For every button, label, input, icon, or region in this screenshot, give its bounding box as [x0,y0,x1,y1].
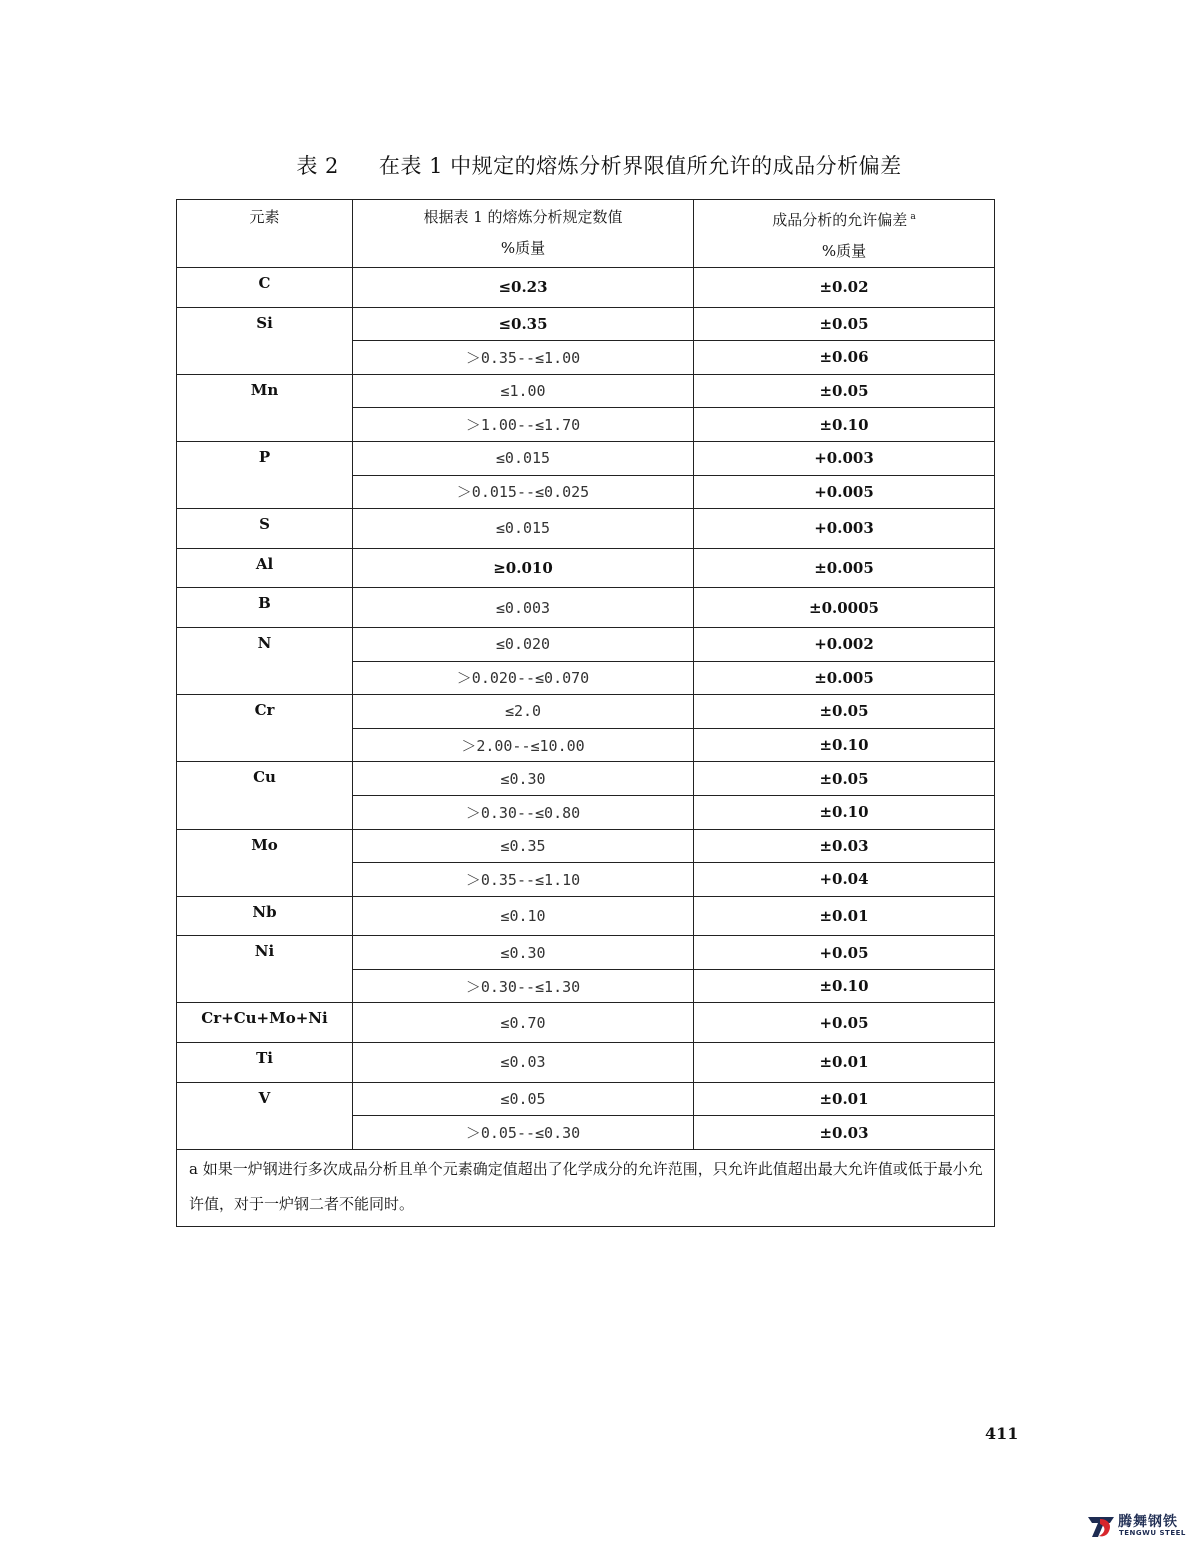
limit-cell: ＞0.30--≤0.80 [353,795,694,829]
page-number: 411 [985,1424,1019,1443]
table-row [177,829,995,863]
footnote: a 如果一炉钢进行多次成品分析且单个元素确定值超出了化学成分的允许范围，只允许此值超出最大允许值或低于最小允许值，对于一炉钢二者不能同时。 [177,1149,995,1226]
limit-cell: ＞0.35--≤1.00 [353,341,694,375]
limit-cell: ≤0.015 [353,509,694,549]
header-element: 元素 [177,200,353,268]
header-spec-value: 根据表 1 的熔炼分析规定数值 %质量 [353,200,694,268]
limit-cell: ＞2.00--≤10.00 [353,728,694,762]
table-row [177,1043,995,1083]
footnote-marker: a [910,212,916,222]
limit-cell: ＞1.00--≤1.70 [353,408,694,442]
element-cell: Cr [177,695,353,762]
limit-cell: ≤0.30 [353,762,694,796]
table-row [177,548,995,588]
deviation-cell: +0.003 [694,509,995,549]
deviation-cell: +0.005 [694,475,995,509]
element-cell: Cr+Cu+Mo+Ni [177,1003,353,1043]
deviation-cell: +0.04 [694,863,995,897]
table-row [177,1003,995,1043]
header-permitted-deviation: 成品分析的允许偏差 $^a$ %质量 [694,200,995,268]
deviation-cell: ±0.05 [694,695,995,729]
element-cell: Ni [177,936,353,1003]
header-row [177,200,995,268]
limit-cell: ≤0.10 [353,896,694,936]
limit-cell: ≤0.70 [353,1003,694,1043]
element-cell: Al [177,548,353,588]
element-cell: Cu [177,762,353,829]
element-cell: N [177,627,353,694]
element-cell: Mn [177,374,353,441]
table-row [177,588,995,628]
limit-cell: ≤1.00 [353,374,694,408]
deviation-cell: ±0.01 [694,896,995,936]
limit-cell: ＞0.30--≤1.30 [353,969,694,1003]
limit-cell: ＞0.020--≤0.070 [353,661,694,695]
deviation-cell: ±0.10 [694,408,995,442]
logo-name-en: TENGWU STEEL [1119,1529,1186,1537]
table-row [177,627,995,661]
footnote-row [177,1149,995,1226]
deviation-cell: ±0.01 [694,1043,995,1083]
limit-cell: ≤0.003 [353,588,694,628]
element-cell: S [177,509,353,549]
limit-cell: ＞0.015--≤0.025 [353,475,694,509]
table-number: 表 2 [296,154,339,178]
element-cell: B [177,588,353,628]
deviation-cell: ±0.005 [694,548,995,588]
element-cell: P [177,441,353,508]
limit-cell: ≤2.0 [353,695,694,729]
element-cell: Ti [177,1043,353,1083]
deviation-cell: +0.05 [694,936,995,970]
deviation-cell: ±0.0005 [694,588,995,628]
deviation-cell: +0.002 [694,627,995,661]
limit-cell: ＞0.05--≤0.30 [353,1116,694,1150]
limit-cell: ≤0.35 [353,829,694,863]
tengwu-logo-icon [1086,1513,1116,1539]
limit-cell: ≤0.015 [353,441,694,475]
deviation-cell: ±0.10 [694,795,995,829]
table-row [177,374,995,408]
limit-cell: ≤0.03 [353,1043,694,1083]
deviation-cell: ±0.10 [694,728,995,762]
element-cell: Si [177,307,353,374]
table-row [177,1082,995,1116]
limit-cell: ≤0.35 [353,307,694,341]
deviation-cell: ±0.02 [694,268,995,308]
table-row [177,441,995,475]
deviation-cell: ±0.06 [694,341,995,375]
limit-cell: ≤0.30 [353,936,694,970]
table-row [177,509,995,549]
deviation-cell: +0.05 [694,1003,995,1043]
company-logo [1086,1511,1190,1541]
element-cell: C [177,268,353,308]
limit-cell: ≤0.05 [353,1082,694,1116]
deviation-table [176,199,995,1227]
deviation-cell: ±0.05 [694,307,995,341]
element-cell: Nb [177,896,353,936]
table-row [177,896,995,936]
deviation-cell: ±0.05 [694,374,995,408]
table-row [177,695,995,729]
table-title [0,150,1198,180]
deviation-cell: ±0.03 [694,1116,995,1150]
table-row [177,307,995,341]
element-cell: V [177,1082,353,1149]
element-cell: Mo [177,829,353,896]
deviation-cell: +0.003 [694,441,995,475]
limit-cell: ≥0.010 [353,548,694,588]
deviation-cell: ±0.10 [694,969,995,1003]
limit-cell: ＞0.35--≤1.10 [353,863,694,897]
limit-cell: ≤0.020 [353,627,694,661]
table-row [177,936,995,970]
limit-cell: ≤0.23 [353,268,694,308]
table-row [177,762,995,796]
logo-name-cn: 腾舞钢铁 [1118,1514,1178,1530]
deviation-cell: ±0.05 [694,762,995,796]
table-caption: 在表 1 中规定的熔炼分析界限值所允许的成品分析偏差 [378,154,902,178]
table-row [177,268,995,308]
deviation-cell: ±0.03 [694,829,995,863]
deviation-cell: ±0.005 [694,661,995,695]
deviation-cell: ±0.01 [694,1082,995,1116]
